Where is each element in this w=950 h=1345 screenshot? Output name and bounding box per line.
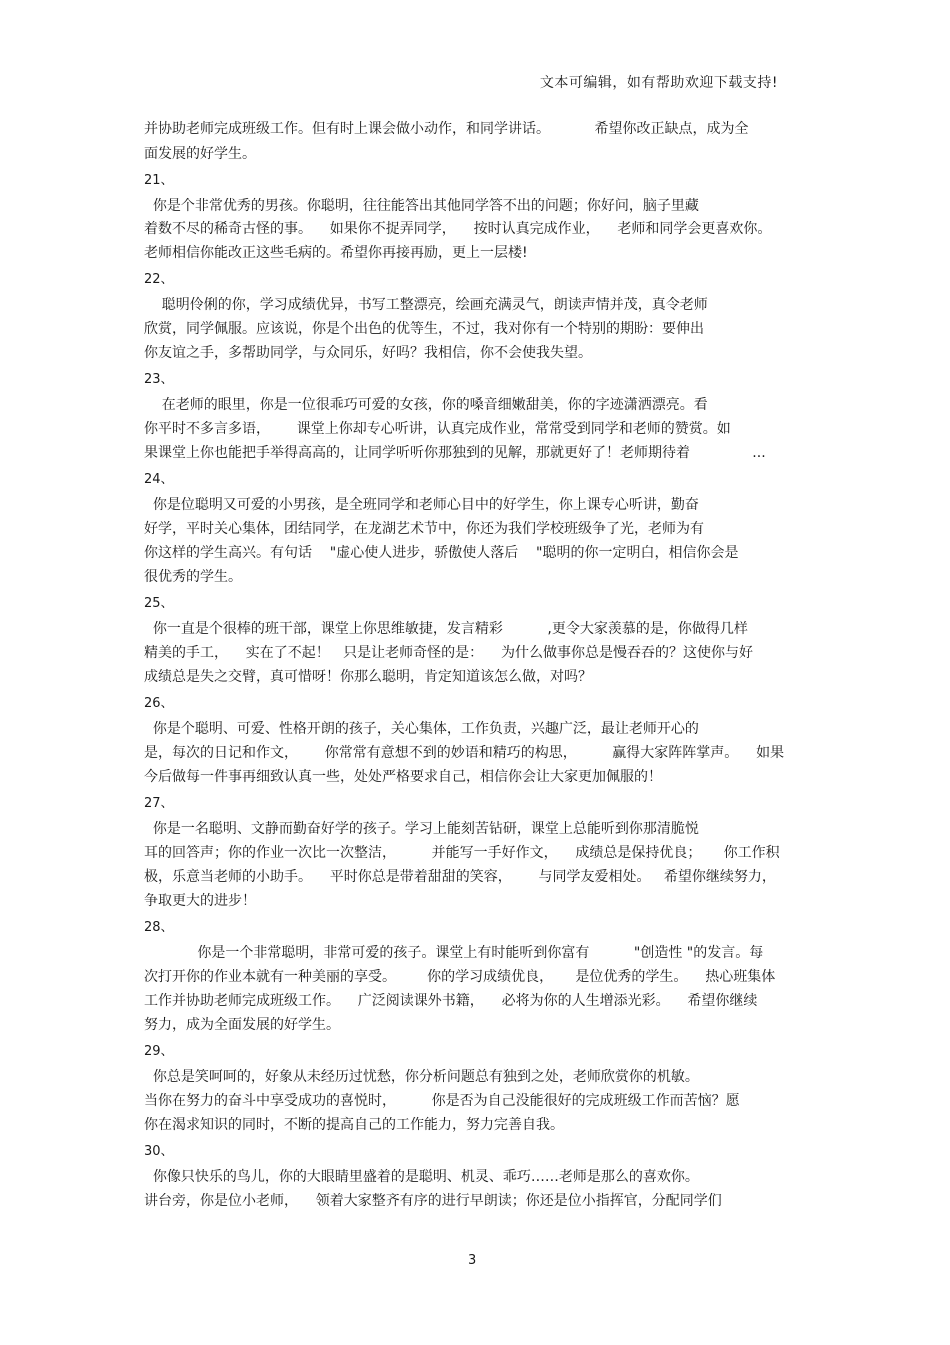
text-line: 极，乐意当老师的小助手。 平时你总是带着甜甜的笑容， 与同学友爱相处。 希望你继续努力， (144, 869, 776, 885)
text-line: 并协助老师完成班级工作。但有时上课会做小动作，和同学讲话。 希望你改正缺点，成为全 (144, 121, 749, 137)
text-line: 很优秀的学生。 (144, 569, 242, 585)
item-number: 29、 (144, 1044, 174, 1059)
text-line: 当你在努力的奋斗中享受成功的喜悦时， 你是否为自己没能很好的完成班级工作而苦恼？愿 (144, 1093, 740, 1109)
item-number: 22、 (144, 272, 174, 287)
text-line: 你是一个非常聪明，非常可爱的孩子。课堂上有时能听到你富有 "创造性 "的发言。每 (144, 945, 764, 961)
text-line: 你是一名聪明、文静而勤奋好学的孩子。学习上能刻苦钻研，课堂上总能听到你那清脆悦 (144, 821, 699, 837)
text-line: 在老师的眼里，你是一位很乖巧可爱的女孩，你的嗓音细嫩甜美，你的字迹潇洒漂亮。看 (144, 397, 708, 413)
text-line: 你是个非常优秀的男孩。你聪明，往往能答出其他同学答不出的问题；你好问，脑子里藏 (144, 198, 699, 214)
text-line: 你是位聪明又可爱的小男孩，是全班同学和老师心目中的好学生，你上课专心听讲，勤奋 (144, 497, 699, 513)
text-line: 果课堂上你也能把手举得高高的，让同学听听你那独到的见解，那就更好了！老师期待着 ... (144, 445, 766, 461)
text-line: 成绩总是失之交臂，真可惜呀！你那么聪明，肯定知道该怎么做，对吗？ (144, 669, 592, 685)
text-line: 今后做每一件事再细致认真一些，处处严格要求自己，相信你会让大家更加佩服的！ (144, 769, 662, 785)
item-number: 21、 (144, 173, 174, 188)
text-line: 你平时不多言多语， 课堂上你却专心听讲，认真完成作业，常常受到同学和老师的赞赏。如 (144, 421, 731, 437)
text-line: 争取更大的进步！ (144, 893, 256, 909)
item-number: 24、 (144, 472, 174, 487)
item-number: 27、 (144, 796, 174, 811)
text-line: 你一直是个很棒的班干部，课堂上你思维敏捷，发言精彩 ,更令大家羡慕的是，你做得几样 (144, 621, 748, 637)
text-line: 你像只快乐的鸟儿，你的大眼睛里盛着的是聪明、机灵、乖巧……老师是那么的喜欢你。 (144, 1169, 699, 1185)
text-line: 你这样的学生高兴。有句话 "虚心使人进步，骄傲使人落后 "聪明的你一定明白，相信你会是 (144, 545, 739, 561)
page-header: 文本可编辑，如有帮助欢迎下载支持! (539, 75, 778, 91)
item-number: 30、 (144, 1144, 174, 1159)
text-line: 欣赏，同学佩服。应该说，你是个出色的优等生，不过，我对你有一个特别的期盼：要伸出 (144, 321, 704, 337)
text-line: 你总是笑呵呵的，好象从未经历过忧愁，你分析问题总有独到之处，老师欣赏你的机敏。 (144, 1069, 699, 1085)
item-number: 28、 (144, 920, 174, 935)
item-number: 26、 (144, 696, 174, 711)
text-line: 努力，成为全面发展的好学生。 (144, 1017, 340, 1033)
text-line: 面发展的好学生。 (144, 146, 256, 162)
item-number: 23、 (144, 372, 174, 387)
text-line: 老师相信你能改正这些毛病的。希望你再接再励，更上一层楼! (144, 245, 528, 261)
text-line: 着数不尽的稀奇古怪的事。 如果你不捉弄同学， 按时认真完成作业， 老师和同学会更喜欢你。 (144, 221, 772, 237)
page-number: 3 (468, 1253, 477, 1268)
text-line: 聪明伶俐的你，学习成绩优异，书写工整漂亮，绘画充满灵气，朗读声情并茂，真令老师 (144, 297, 708, 313)
text-line: 你在渴求知识的同时，不断的提高自己的工作能力，努力完善自我。 (144, 1117, 564, 1133)
text-line: 工作并协助老师完成班级工作。 广泛阅读课外书籍， 必将为你的人生增添光彩。 希望你继续 (144, 993, 758, 1009)
text-line: 好学，平时关心集体，团结同学，在龙湖艺术节中，你还为我们学校班级争了光，老师为有 (144, 521, 704, 537)
text-line: 你友谊之手，多帮助同学，与众同乐，好吗？我相信，你不会使我失望。 (144, 345, 592, 361)
text-line: 是，每次的日记和作文， 你常常有意想不到的妙语和精巧的构思， 赢得大家阵阵掌声。 如果 (144, 745, 785, 761)
text-line: 你是个聪明、可爱、性格开朗的孩子，关心集体，工作负责，兴趣广泛，最让老师开心的 (144, 721, 699, 737)
item-number: 25、 (144, 596, 174, 611)
text-line: 耳的回答声；你的作业一次比一次整洁， 并能写一手好作文， 成绩总是保持优良； 你工作积 (144, 845, 780, 861)
text-line: 次打开你的作业本就有一种美丽的享受。 你的学习成绩优良， 是位优秀的学生。 热心班集体 (144, 969, 776, 985)
text-line: 讲台旁，你是位小老师， 领着大家整齐有序的进行早朗读；你还是位小指挥官，分配同学们 (144, 1193, 722, 1209)
text-line: 精美的手工， 实在了不起！ 只是让老师奇怪的是： 为什么做事你总是慢吞吞的？这使你与好 (144, 645, 753, 661)
